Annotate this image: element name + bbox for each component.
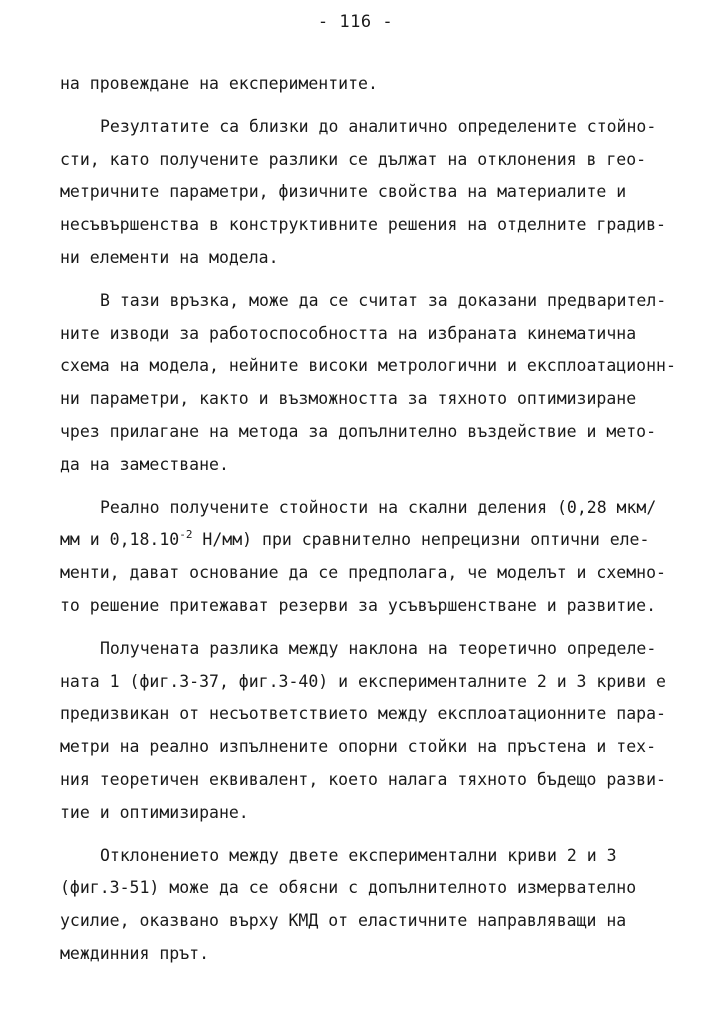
text-line: междинния прът. — [60, 943, 210, 963]
paragraph-1 — [60, 68, 670, 101]
text-line: тие и оптимизиране. — [60, 802, 249, 822]
text-line: ни елементи на модела. — [60, 247, 279, 267]
text-segment: Н/мм) при сравнително непрецизни оптични еле- — [192, 530, 650, 550]
text-line: Реално получените стойности на скални деления (0,28 мкм/ — [100, 497, 657, 517]
text-line: ни параметри, както и възможността за тяхното оптимизиране — [60, 389, 637, 409]
text-line: менти, дават основание да се предполага, че моделът и схемно- — [60, 563, 666, 583]
text-line: В тази връзка, може да се считат за доказани предварител- — [100, 290, 667, 310]
text-line: Отклонението между двете експериментални криви 2 и 3 — [100, 845, 617, 865]
exponent: -2 — [179, 528, 193, 542]
paragraph-6 — [60, 840, 670, 971]
paragraph-4 — [60, 492, 670, 623]
text-line: (фиг.3-51) може да се обясни с допълнителното измервателно — [60, 878, 637, 898]
text-line: чрез прилагане на метода за допълнително въздействие и мето- — [60, 421, 657, 441]
text-line: усилие, оказвано върху КМД от еластичните направляващи на — [60, 911, 627, 931]
text-line-with-superscript — [60, 524, 670, 557]
text-line: Получената разлика между наклона на теоретично определе- — [100, 638, 657, 658]
paragraph-5 — [60, 633, 670, 830]
text-line: на провеждане на експериментите. — [60, 74, 378, 93]
page-number: - 116 - — [317, 12, 394, 32]
text-segment: мм и 0,18.10 — [60, 530, 180, 550]
text-line: ната 1 (фиг.3-37, фиг.3-40) и експерименталните 2 и 3 криви е — [60, 671, 666, 691]
text-line: предизвикан от несъответствието между експлоатационните пара- — [60, 704, 666, 724]
text-line: да на заместване. — [60, 454, 229, 474]
text-line: схема на модела, нейните високи метрологични и експлоатационн- — [60, 356, 676, 376]
text-line: ния теоретичен еквивалент, което налага тяхното бъдещо разви- — [60, 769, 666, 789]
text-line: несъвършенства в конструктивните решения на отделните градив- — [60, 215, 666, 235]
text-line: ните изводи за работоспособността на избраната кинематична — [60, 323, 637, 343]
text-line: то решение притежават резерви за усъвършенстване и развитие. — [60, 595, 657, 615]
text-line: Резултатите са близки до аналитично определените стойно- — [100, 116, 657, 136]
text-line: метри на реално изпълнените опорни стойки на пръстена и тех- — [60, 737, 657, 757]
text-line: метричните параметри, физичните свойства на материалите и — [60, 182, 627, 202]
paragraph-2 — [60, 111, 670, 275]
body-text — [60, 68, 676, 981]
paragraph-3 — [60, 285, 676, 482]
text-line: сти, като получените разлики се дължат на отклонения в гео- — [60, 149, 647, 169]
